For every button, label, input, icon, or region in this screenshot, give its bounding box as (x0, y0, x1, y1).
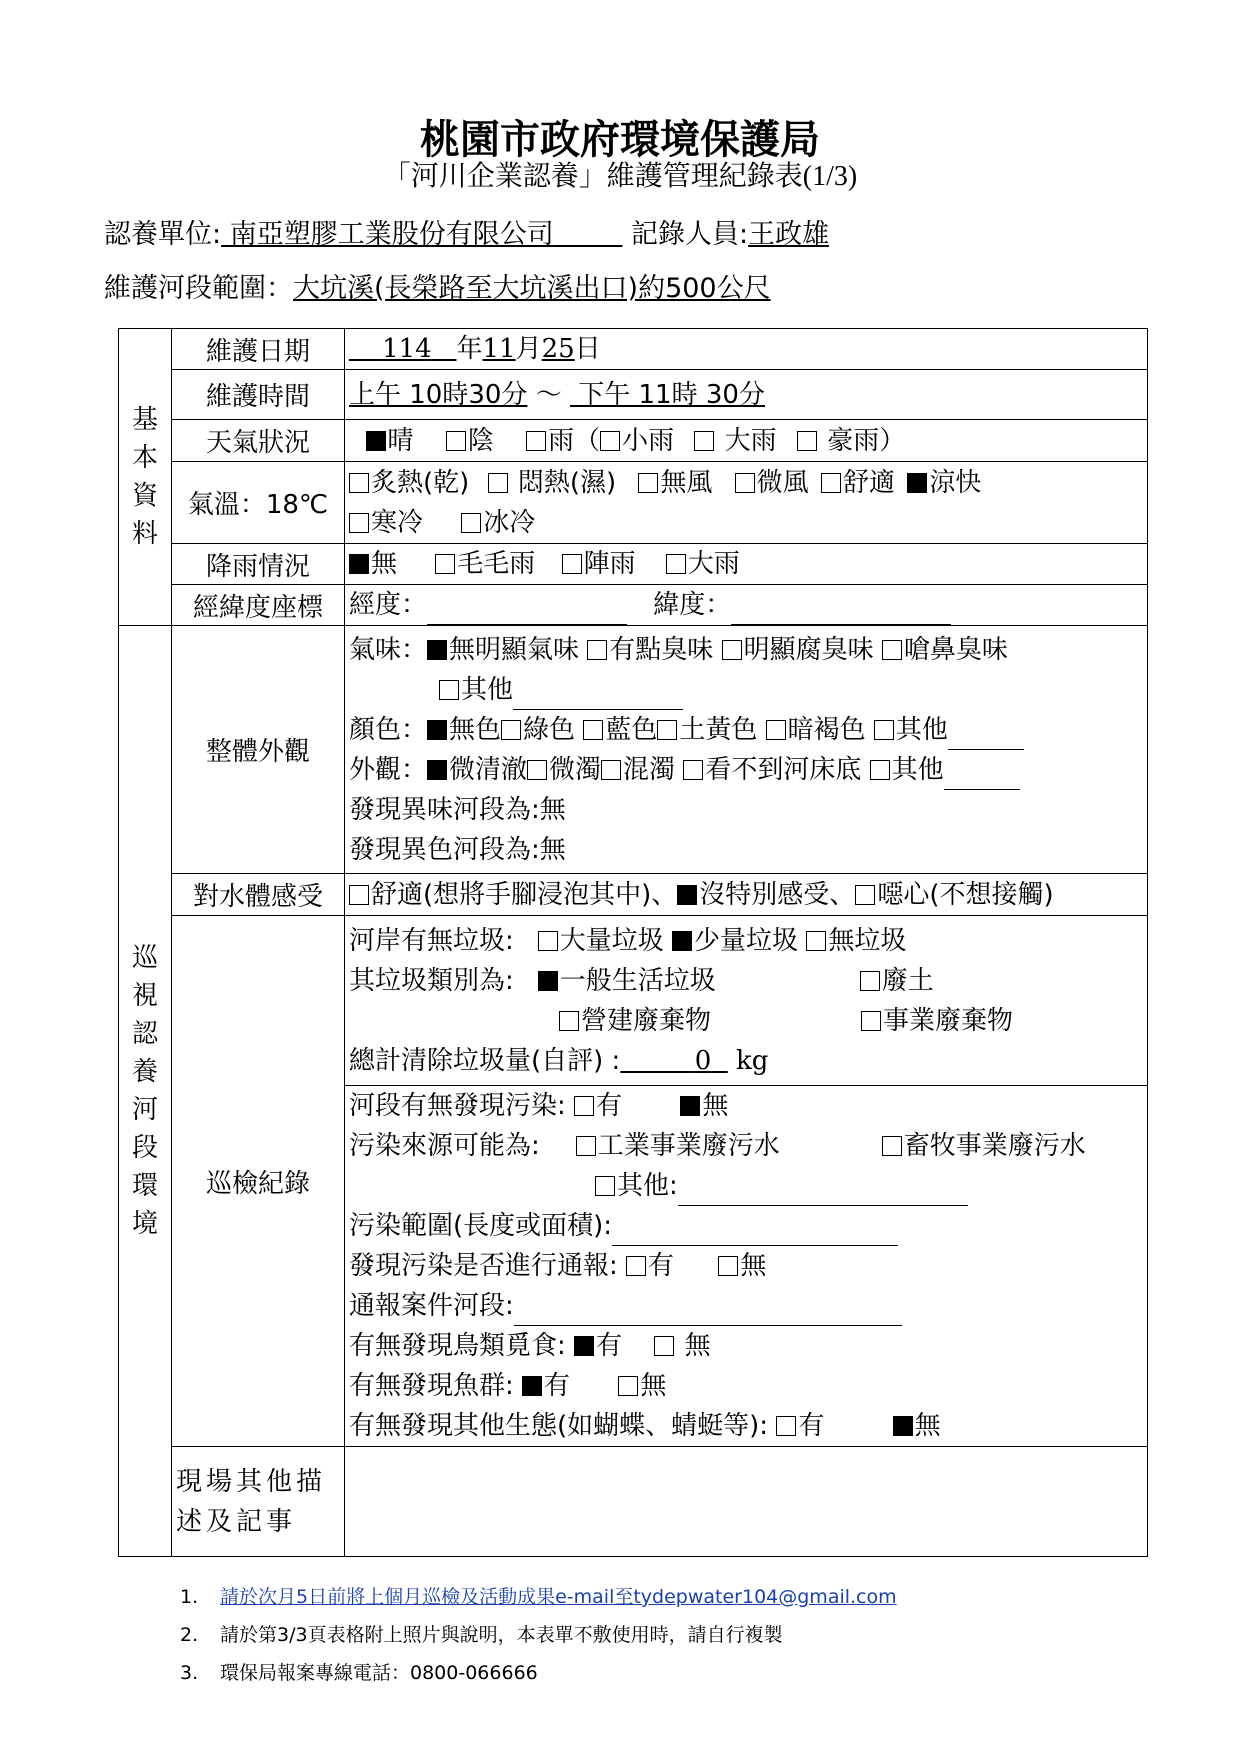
temperature-options: 炙熱(乾) 悶熱(濕) 無風 微風 舒適 涼快 寒冷 冰冷 (345, 462, 1148, 544)
checkbox-comfortable[interactable] (821, 473, 841, 493)
checkbox-eco-yes[interactable] (776, 1416, 796, 1436)
longitude-input[interactable] (427, 594, 627, 625)
rainfall-options: 無 毛毛雨 陣雨 大雨 (345, 544, 1148, 585)
recorder-value: 王政雄 (748, 219, 830, 250)
trash-row: 河岸有無垃圾: 大量垃圾 少量垃圾 無垃圾 (349, 925, 907, 956)
checkbox-sunny[interactable] (366, 431, 386, 451)
checkbox-shower[interactable] (562, 554, 582, 574)
checkbox-no-wind[interactable] (638, 473, 658, 493)
checkbox-look-turbid[interactable] (527, 760, 547, 780)
checkbox-cloudy[interactable] (446, 431, 466, 451)
time-end: 下午 11時 30分 (578, 379, 765, 410)
checkbox-color-blue[interactable] (583, 720, 603, 740)
weather-options: 晴 陰 雨（ 小雨 大雨 豪雨） (345, 420, 1148, 462)
odor-section-text: 發現異味河段為:無 (349, 794, 566, 825)
footnote-hotline: 3. 環保局報案專線電話：0800-066666 (180, 1662, 538, 1684)
checkbox-trash-lots[interactable] (538, 931, 558, 951)
time-value[interactable]: 上午 10時30分 ～ 下午 11時 30分 (345, 370, 1148, 420)
footnote-email[interactable]: 1. 請於次月5日前將上個月巡檢及活動成果e-mail至tydepwater104@gmail.com (180, 1586, 897, 1608)
date-value[interactable]: 114 年11月25日 (345, 329, 1148, 370)
coordinate-label: 經緯度座標 (172, 585, 345, 626)
checkbox-look-nobed[interactable] (683, 760, 703, 780)
checkbox-fish-yes[interactable] (522, 1376, 542, 1396)
latitude-input[interactable] (731, 594, 951, 625)
checkbox-trash-none[interactable] (806, 931, 826, 951)
report-row: 發現污染是否進行通報: 有 無 (349, 1251, 767, 1281)
other-notes-label: 現場其他描述及記事 (172, 1447, 345, 1557)
checkbox-look-other[interactable] (870, 760, 890, 780)
checkbox-birds-no[interactable] (654, 1336, 674, 1356)
checkbox-muggy[interactable] (488, 473, 508, 493)
checkbox-smell-none[interactable] (427, 640, 447, 660)
checkbox-smell-rotten[interactable] (722, 640, 742, 660)
checkbox-fish-no[interactable] (618, 1376, 638, 1396)
checkbox-color-other[interactable] (874, 720, 894, 740)
checkbox-drizzle[interactable] (435, 554, 455, 574)
rainfall-label: 降雨情況 (172, 544, 345, 585)
case-section-input[interactable] (514, 1295, 902, 1326)
smell-other-input[interactable] (513, 679, 683, 710)
weather-label: 天氣狀況 (172, 420, 345, 462)
checkbox-construction[interactable] (559, 1011, 579, 1031)
pollution-range-row: 污染範圍(長度或面積): (349, 1206, 1143, 1246)
checkbox-smell-pungent[interactable] (882, 640, 902, 660)
checkbox-heavy[interactable] (666, 554, 686, 574)
color-other-input[interactable] (948, 719, 1024, 750)
date-month: 11 (482, 334, 516, 364)
pollution-range-input[interactable] (612, 1215, 898, 1246)
section-patrol: 巡 視 認 養 河 段 環 境 (119, 626, 172, 1557)
checkbox-cool[interactable] (907, 473, 927, 493)
footnotes (180, 1578, 897, 1692)
checkbox-eco-no[interactable] (893, 1416, 913, 1436)
checkbox-birds-yes[interactable] (574, 1336, 594, 1356)
time-label: 維護時間 (172, 370, 345, 420)
color-row: 顏色： 無色 綠色 藍色 土黃色 暗褐色 其他 (349, 710, 1143, 750)
appearance-label: 整體外觀 (172, 626, 345, 874)
checkbox-color-brown[interactable] (766, 720, 786, 740)
checkbox-report-yes[interactable] (626, 1256, 646, 1276)
info-line-1 (104, 212, 829, 251)
source-row: 污染來源可能為: 工業事業廢污水 畜牧事業廢污水 (349, 1131, 1086, 1161)
checkbox-color-yellow[interactable] (657, 720, 677, 740)
patrol-label: 巡檢紀錄 (172, 916, 345, 1447)
checkbox-smell-other[interactable] (439, 680, 459, 700)
trash-total-row: 總計清除垃圾量(自評) : 0 kg (349, 1045, 769, 1076)
recorder-label: 記錄人員: (630, 219, 749, 250)
other-notes-input[interactable] (345, 1447, 1148, 1557)
eco-row: 有無發現其他生態(如蝴蝶、蜻蜓等): 有 無 (349, 1411, 941, 1441)
checkbox-source-industrial[interactable] (576, 1136, 596, 1156)
page-subtitle: 「河川企業認養」維護管理紀錄表(1/3) (382, 161, 858, 192)
checkbox-source-livestock[interactable] (882, 1136, 902, 1156)
checkbox-household[interactable] (538, 971, 558, 991)
checkbox-rain[interactable] (526, 431, 546, 451)
source-other-row: 其他: (349, 1166, 1143, 1206)
checkbox-look-clear[interactable] (427, 760, 447, 780)
checkbox-breeze[interactable] (735, 473, 755, 493)
date-year: 114 (382, 334, 432, 364)
checkbox-color-green[interactable] (501, 720, 521, 740)
checkbox-feeling-nothing[interactable] (677, 885, 697, 905)
trash-block (345, 916, 1148, 1086)
pollution-block (345, 1086, 1148, 1447)
fish-row: 有無發現魚群: 有 無 (349, 1371, 667, 1401)
look-other-input[interactable] (944, 759, 1020, 790)
latitude-label: 緯度： (653, 590, 732, 620)
checkbox-hot[interactable] (349, 473, 369, 493)
checkbox-soil[interactable] (860, 971, 880, 991)
feeling-label: 對水體感受 (172, 874, 345, 916)
checkbox-pollution-no[interactable] (680, 1096, 700, 1116)
smell-other-row: 其他 (349, 670, 1143, 710)
date-label: 維護日期 (172, 329, 345, 370)
look-row: 外觀： 微清澈 微濁 混濁 看不到河床底 其他 (349, 750, 1143, 790)
birds-row: 有無發現鳥類覓食: 有 無 (349, 1331, 711, 1361)
checkbox-report-no[interactable] (718, 1256, 738, 1276)
checkbox-light-rain[interactable] (600, 431, 620, 451)
section-basic: 基 本 資 料 (119, 329, 172, 626)
smell-row: 氣味： 無明顯氣味 有點臭味 明顯腐臭味 嗆鼻臭味 (349, 634, 1008, 665)
range-value: 大坑溪(長榮路至大坑溪出口)約500公尺 (293, 273, 771, 304)
checkbox-industrial-waste[interactable] (861, 1011, 881, 1031)
trash-total-value[interactable]: 0 (694, 1045, 712, 1076)
temperature-label: 氣溫：18℃ (172, 462, 345, 544)
checkbox-feeling-disgust[interactable] (855, 885, 875, 905)
checkbox-color-none[interactable] (427, 720, 447, 740)
checkbox-storm[interactable] (797, 431, 817, 451)
coordinate-fields (345, 585, 1148, 626)
pollution-row: 河段有無發現污染: 有 無 (349, 1091, 729, 1121)
unit-label: 認養單位: (104, 219, 222, 250)
checkbox-trash-little[interactable] (672, 931, 692, 951)
color-section-text: 發現異色河段為:無 (349, 834, 566, 865)
case-row: 通報案件河段: (349, 1286, 1143, 1326)
checkbox-source-other[interactable] (595, 1176, 615, 1196)
time-start: 上午 10時30分 (349, 379, 528, 410)
date-day: 25 (541, 334, 575, 364)
source-other-input[interactable] (678, 1175, 968, 1206)
trash-type-row-2: 營建廢棄物 事業廢棄物 (349, 1001, 1143, 1041)
checkbox-icy[interactable] (461, 513, 481, 533)
feeling-options: 舒適(想將手腳浸泡其中)、 沒特別感受、 噁心(不想接觸) (345, 874, 1148, 916)
checkbox-look-muddy[interactable] (601, 760, 621, 780)
checkbox-smell-slight[interactable] (587, 640, 607, 660)
info-line-2 (104, 266, 771, 305)
appearance-options (345, 626, 1148, 874)
checkbox-feeling-comfy[interactable] (349, 885, 369, 905)
checkbox-cold[interactable] (349, 513, 369, 533)
checkbox-rain-none[interactable] (349, 554, 369, 574)
longitude-label: 經度： (349, 590, 428, 620)
unit-value: 南亞塑膠工業股份有限公司 (229, 219, 554, 250)
record-form-table (118, 328, 1148, 1557)
checkbox-pollution-yes[interactable] (574, 1096, 594, 1116)
range-label: 維護河段範圍： (104, 273, 293, 304)
page-title: 桃園市政府環境保護局 (420, 117, 820, 163)
checkbox-heavy-rain[interactable] (694, 431, 714, 451)
trash-type-row: 其垃圾類別為: 一般生活垃圾 廢土 (349, 965, 934, 996)
footnote-photos: 2. 請於第3/3頁表格附上照片與說明，本表單不敷使用時，請自行複製 (180, 1624, 783, 1646)
